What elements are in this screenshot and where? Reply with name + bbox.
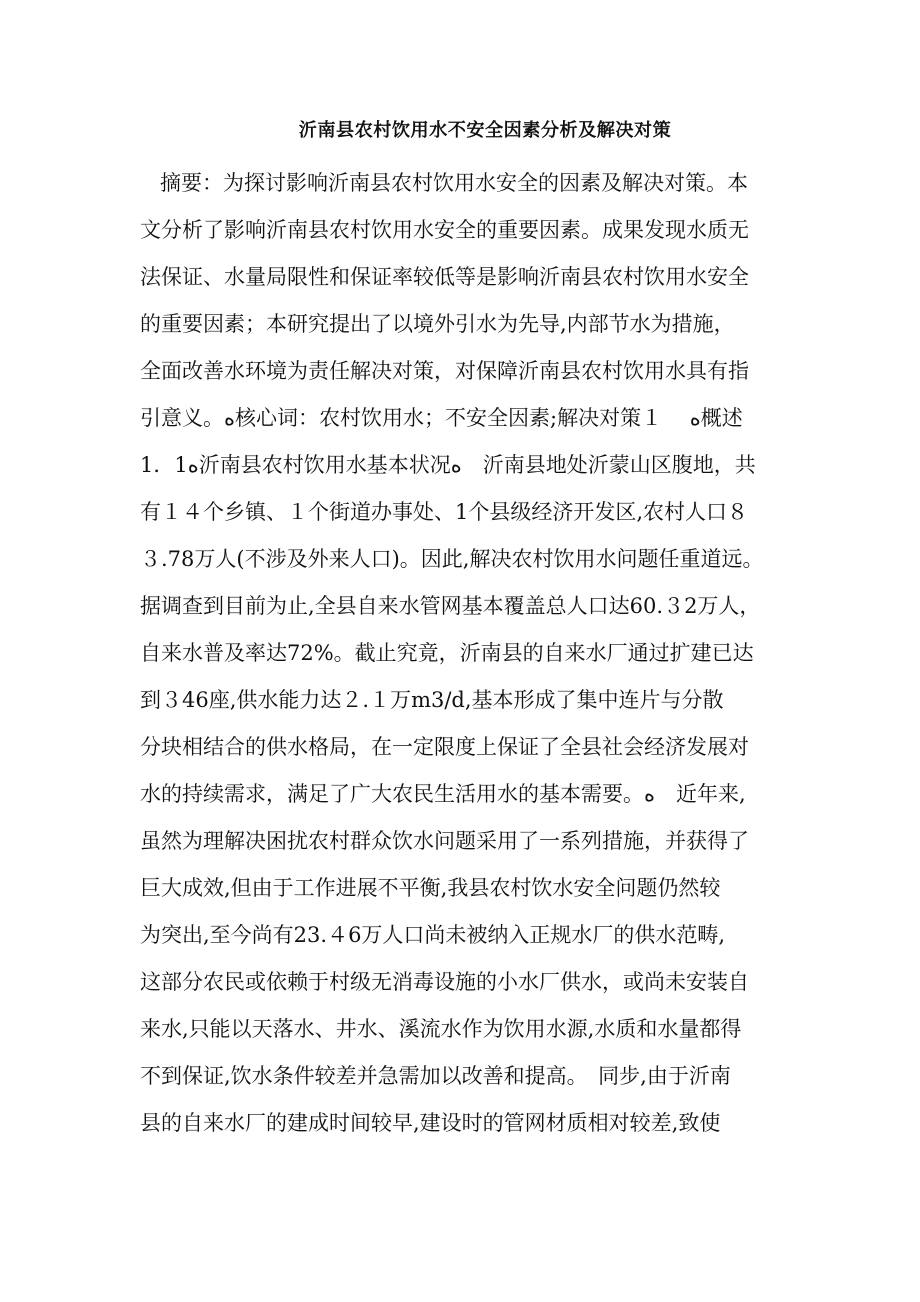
body-line-15: 虽然为理解决困扰农村群众饮水问题采用了一系列措施，并获得了: [140, 829, 749, 853]
body-line-14: 水的持续需求，满足了广大农民生活用水的基本需要。ﻩ 近年来,: [140, 782, 746, 806]
body-line-11: 自来水普及率达72%。截止究竟，沂南县的自来水厂通过扩建已达: [140, 641, 754, 665]
body-line-8: 有１４个乡镇、１个街道办事处、1个县级经济开发区,农村人口８: [140, 500, 749, 524]
body-line-2: 文分析了影响沂南县农村饮用水安全的重要因素。成果发现水质无: [140, 218, 749, 242]
body-line-18: 这部分农民或依赖于村级无消毒设施的小水厂供水，或尚未安装自: [140, 970, 749, 994]
body-line-7: 1．1ﻩ沂南县农村饮用水基本状况ﻩ 沂南县地处沂蒙山区腹地，共: [140, 453, 756, 477]
body-line-9: ３.78万人(不涉及外来人口)。因此,解决农村饮用水问题任重道远。: [140, 547, 764, 571]
body-line-1: 摘要：为探讨影响沂南县农村饮用水安全的因素及解决对策。本: [160, 171, 748, 195]
body-line-16: 巨大成效,但由于工作进展不平衡,我县农村饮水安全问题仍然较: [140, 876, 721, 900]
body-line-10: 据调查到目前为止,全县自来水管网基本覆盖总人口达60.３2万人，: [140, 594, 761, 618]
body-line-5: 全面改善水环境为责任解决对策，对保障沂南县农村饮用水具有指: [140, 359, 749, 383]
body-line-4: 的重要因素；本研究提出了以境外引水为先导,内部节水为措施，: [140, 312, 735, 336]
body-line-13: 分块相结合的供水格局，在一定限度上保证了全县社会经济发展对: [140, 735, 749, 759]
body-line-12: 到３46座,供水能力达２.１万m3/d,基本形成了集中连片与分散: [140, 688, 724, 712]
body-line-17: 为突出,至今尚有23.４6万人口尚未被纳入正规水厂的供水范畴,: [140, 923, 726, 947]
document-title: 沂南县农村饮用水不安全因素分析及解决对策: [298, 120, 672, 141]
body-line-20: 不到保证,饮水条件较差并急需加以改善和提高。 同步,由于沂南: [140, 1064, 731, 1088]
body-line-19: 来水,只能以天落水、井水、溪流水作为饮用水源,水质和水量都得: [140, 1017, 742, 1041]
body-line-6: 引意义。ﻩ核心词：农村饮用水；不安全因素;解决对策１ ﻩ概述: [140, 406, 743, 430]
body-line-21: 县的自来水厂的建成时间较早,建设时的管网材质相对较差,致使: [140, 1111, 721, 1135]
body-line-3: 法保证、水量局限性和保证率较低等是影响沂南县农村饮用水安全: [140, 265, 749, 289]
